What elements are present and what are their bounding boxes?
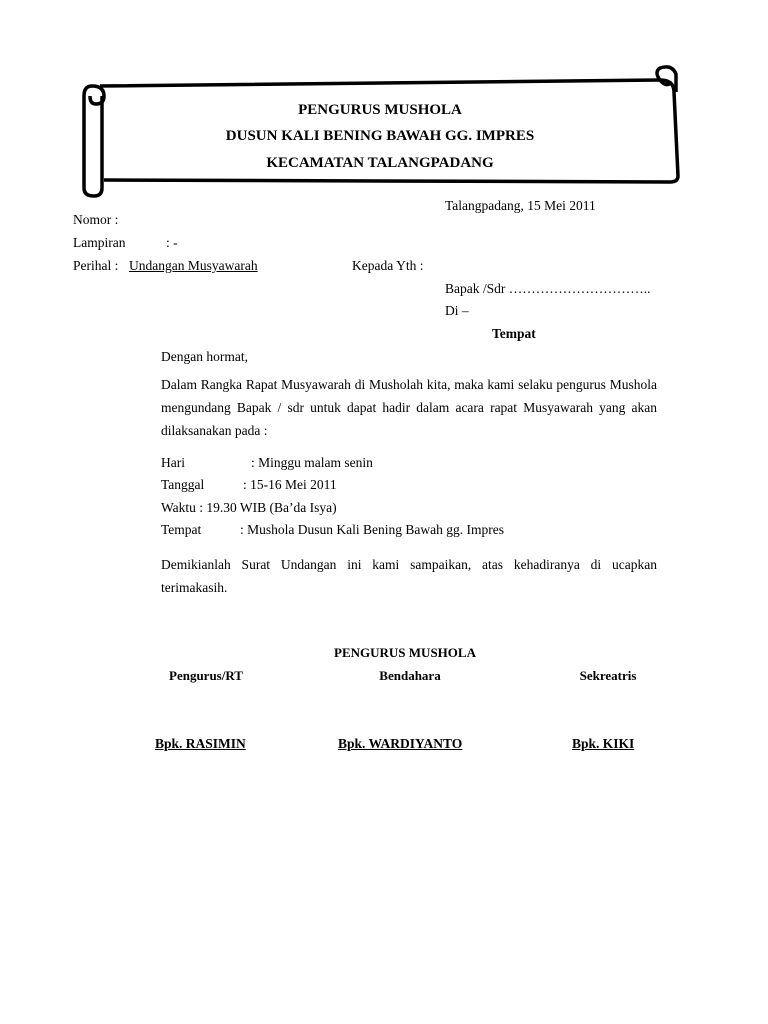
intro-paragraph: Dalam Rangka Rapat Musyawarah di Musholah kita, maka kami selaku pengurus Mushola mengundang Bapak / sdr untuk dapat hadir dalam acara rapat Musyawarah yang akan dilaksanakan pada : bbox=[161, 377, 657, 438]
lampiran-label: Lampiran bbox=[73, 235, 126, 250]
signature-name-rasimin: Bpk. RASIMIN bbox=[155, 736, 246, 751]
nomor-label: Nomor : bbox=[73, 212, 119, 227]
tanggal-value: : 15-16 Mei 2011 bbox=[243, 477, 337, 492]
recipient-name: Bapak /Sdr ………………………….. bbox=[445, 281, 651, 296]
kepada-label: Kepada Yth : bbox=[352, 258, 424, 273]
role-sekretaris: Sekreatris bbox=[579, 668, 637, 683]
signature-title: PENGURUS MUSHOLA bbox=[334, 645, 476, 660]
signature-name-kiki: Bpk. KIKI bbox=[572, 736, 635, 751]
tempat-label: Tempat bbox=[161, 522, 202, 537]
recipient-tempat: Tempat bbox=[492, 326, 536, 341]
perihal-label: Perihal : bbox=[73, 258, 119, 273]
lampiran-value: : - bbox=[166, 235, 178, 250]
tempat-value: : Mushola Dusun Kali Bening Bawah gg. Impres bbox=[240, 522, 504, 537]
header-line-2: DUSUN KALI BENING BAWAH GG. IMPRES bbox=[225, 128, 535, 144]
header-line-1: PENGURUS MUSHOLA bbox=[298, 102, 462, 118]
recipient-di: Di – bbox=[445, 303, 469, 318]
waktu-line: Waktu : 19.30 WIB (Ba’da Isya) bbox=[161, 500, 337, 515]
tanggal-label: Tanggal bbox=[161, 477, 205, 492]
hari-label: Hari bbox=[161, 455, 185, 470]
hari-value: : Minggu malam senin bbox=[251, 455, 373, 470]
role-pengurus: Pengurus/RT bbox=[169, 668, 243, 683]
date-place: Talangpadang, 15 Mei 2011 bbox=[445, 198, 596, 213]
signature-name-wardiyanto: Bpk. WARDIYANTO bbox=[338, 736, 463, 751]
role-bendahara: Bendahara bbox=[379, 668, 441, 683]
header-line-3: KECAMATAN TALANGPADANG bbox=[266, 155, 494, 171]
closing-paragraph: Demikianlah Surat Undangan ini kami sampaikan, atas kehadiranya di ucapkan terimakasih. bbox=[161, 557, 657, 595]
greeting: Dengan hormat, bbox=[161, 349, 248, 364]
perihal-value: Undangan Musyawarah bbox=[129, 258, 258, 273]
